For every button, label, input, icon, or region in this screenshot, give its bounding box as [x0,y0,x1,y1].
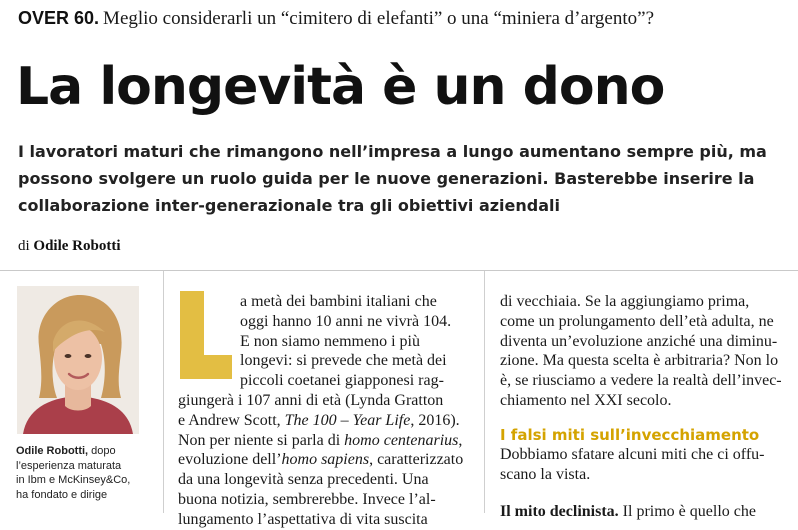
byline-prefix: di [18,238,30,254]
body-column-2 [500,292,786,411]
standfirst [18,138,788,219]
caption-name: Odile Robotti, [16,445,89,457]
body-line: E non siamo nemmeno i più [240,332,420,350]
byline [18,238,121,255]
standfirst-line: possono svolgere un ruolo guida per le nuove generazioni. Basterebbe inserire la [18,169,755,188]
body-line: come un prolungamento dell’età adulta, ne [500,312,774,330]
body-line [500,502,756,522]
body-line: piccoli coetanei giapponesi rag- [240,372,444,390]
body-column-1 [178,292,468,530]
author-portrait-icon [17,286,139,434]
body-line [178,411,468,431]
body-text: Il primo è quello che [618,503,756,520]
body-text: , 2016). [410,411,460,429]
caption-line: in Ibm e McKinsey&Co, [16,474,131,486]
column-divider [163,271,164,513]
body-text: Non per niente si parla di [178,431,345,449]
book-title: The 100 – Year Life [284,411,411,429]
photo-caption [16,444,152,502]
italic-term: homo centenarius [344,431,459,449]
caption-line: l’esperienza maturata [16,459,122,472]
headline: La longevità è un dono [16,57,665,117]
body-line [178,431,468,451]
body-line: oggi hanno 10 anni ne vivrà 104. [240,312,452,330]
body-text: , caratterizzato [369,451,464,469]
standfirst-line: collaborazione inter-generazionale tra gli obiettivi aziendali [18,196,560,215]
body-line: zione. Ma questa scelta è arbitraria? Non lo [500,352,779,370]
body-text: e Andrew Scott, [178,411,285,429]
caption-line: ha fondato e dirige [16,488,108,501]
body-line: è, se riusciamo a vedere la realtà dell’invec- [500,372,782,390]
body-line: di vecchiaia. Se la aggiungiamo prima, [500,293,750,310]
column-divider [484,271,485,513]
author-photo [17,286,139,434]
kicker [18,8,654,30]
kicker-text: Meglio considerarli un “cimitero di elefanti” o una “miniera d’argento”? [103,8,655,29]
body-line: a metà dei bambini italiani che [240,293,437,310]
caption-text: dopo [88,445,116,457]
body-line [178,450,468,470]
body-line: diventa un’evoluzione anziché una diminu- [500,332,778,350]
body-line: longevi: si prevede che metà dei [240,352,447,370]
caption-line [16,444,152,459]
body-line: giungerà i 107 anni di età (Lynda Gratton [178,391,444,409]
italic-term: homo sapiens [281,451,370,469]
body-text: evoluzione dell’ [178,451,282,469]
section-subhead: I falsi miti sull’invecchiamento [500,426,760,444]
body-text: , [458,431,463,449]
byline-author: Odile Robotti [33,238,121,254]
body-line: Dobbiamo sfatare alcuni miti che ci offu- [500,446,765,463]
body-line: scano la vista. [500,465,591,483]
body-line: lungamento l’aspettativa di vita suscita [178,510,428,528]
body-line: da una longevità senza precedenti. Una [178,471,429,489]
body-line: buona notizia, sembrerebbe. Invece l’al- [178,490,436,508]
body-line: chiamento nel XXI secolo. [500,391,672,409]
kicker-tag: OVER 60. [18,8,100,28]
body-column-2-cont [500,445,765,485]
section-divider [0,270,798,271]
paragraph-lead: Il mito declinista. [500,503,619,520]
standfirst-line: I lavoratori maturi che rimangono nell’impresa a lungo aumentano sempre più, ma [18,142,767,161]
body-column-2-para [500,502,756,522]
